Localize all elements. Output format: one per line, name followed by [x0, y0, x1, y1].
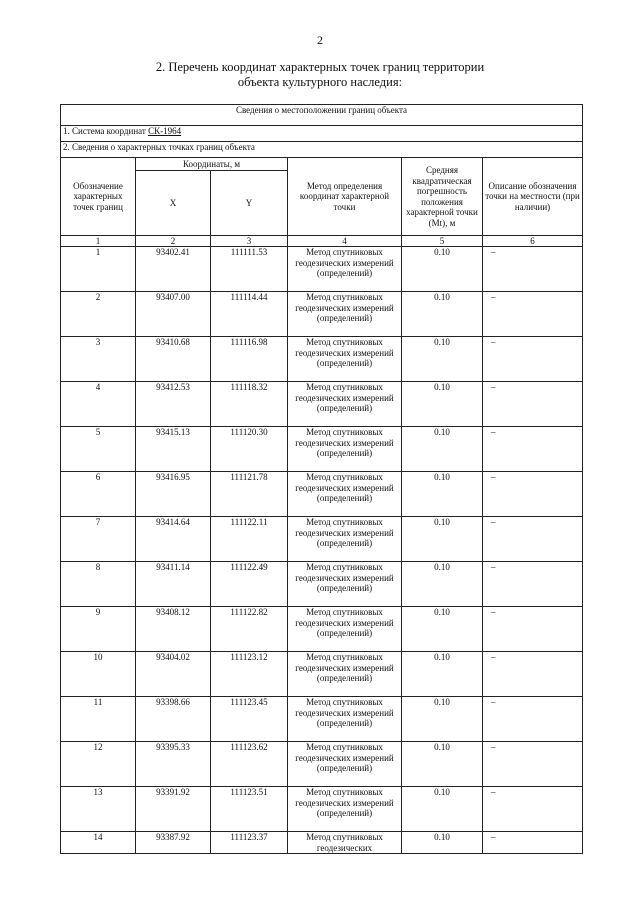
table-row [61, 607, 583, 652]
point-number: 9 [61, 607, 136, 652]
point-number: 3 [61, 337, 136, 382]
table-row [61, 472, 583, 517]
table-row [61, 787, 583, 832]
header-x: X [136, 171, 211, 236]
table-row [61, 247, 583, 292]
page-number: 2 [317, 33, 323, 47]
method-cell: Метод спутниковых геодезических измерений (определений) [288, 382, 402, 427]
description-cell: – [483, 742, 583, 787]
header-coordinates: Координаты, м [136, 158, 288, 171]
point-number: 10 [61, 652, 136, 697]
description-cell: – [483, 832, 583, 854]
column-number-row [61, 236, 583, 247]
point-number: 13 [61, 787, 136, 832]
method-cell: Метод спутниковых геодезических измерений (определений) [288, 787, 402, 832]
coordinate-y: 111123.45 [211, 697, 288, 742]
method-cell: Метод спутниковых геодезических измерений (определений) [288, 427, 402, 472]
method-cell: Метод спутниковых геодезических измерений (определений) [288, 562, 402, 607]
description-cell: – [483, 697, 583, 742]
point-number: 5 [61, 427, 136, 472]
table-row [61, 652, 583, 697]
table-title: Сведения о местоположении границ объекта [61, 105, 583, 126]
error-cell: 0.10 [402, 832, 483, 854]
table-row [61, 742, 583, 787]
coordinate-x: 93412.53 [136, 382, 211, 427]
method-cell: Метод спутниковых геодезических измерений (определений) [288, 337, 402, 382]
method-cell: Метод спутниковых геодезических измерений (определений) [288, 517, 402, 562]
table-row [61, 562, 583, 607]
header-method: Метод определения координат характерной точки [288, 158, 402, 236]
method-cell: Метод спутниковых геодезических [288, 832, 402, 854]
table-body [61, 247, 583, 854]
error-cell: 0.10 [402, 742, 483, 787]
point-number: 2 [61, 292, 136, 337]
coordinate-y: 111121.78 [211, 472, 288, 517]
coordinate-x: 93402.41 [136, 247, 211, 292]
description-cell: – [483, 787, 583, 832]
coordinate-system-value: СК-1964 [148, 126, 182, 136]
point-number: 8 [61, 562, 136, 607]
coordinate-x: 93391.92 [136, 787, 211, 832]
error-cell: 0.10 [402, 787, 483, 832]
point-number: 4 [61, 382, 136, 427]
table-row [61, 337, 583, 382]
coordinate-x: 93415.13 [136, 427, 211, 472]
description-cell: – [483, 517, 583, 562]
coordinate-y: 111123.37 [211, 832, 288, 854]
coordinate-system-label: 1. Система координат [63, 126, 149, 136]
point-number: 14 [61, 832, 136, 854]
coordinates-table [60, 104, 583, 854]
method-cell: Метод спутниковых геодезических измерений (определений) [288, 292, 402, 337]
error-cell: 0.10 [402, 517, 483, 562]
column-number: 4 [288, 236, 402, 247]
point-number: 12 [61, 742, 136, 787]
coordinate-system-row [61, 126, 583, 142]
coordinate-x: 93395.33 [136, 742, 211, 787]
coordinate-y: 111114.44 [211, 292, 288, 337]
method-cell: Метод спутниковых геодезических измерений (определений) [288, 607, 402, 652]
description-cell: – [483, 607, 583, 652]
error-cell: 0.10 [402, 382, 483, 427]
point-number: 7 [61, 517, 136, 562]
coordinate-y: 111123.51 [211, 787, 288, 832]
table-row [61, 427, 583, 472]
point-number: 6 [61, 472, 136, 517]
coordinate-y: 111122.49 [211, 562, 288, 607]
description-cell: – [483, 337, 583, 382]
coordinate-y: 111111.53 [211, 247, 288, 292]
column-number: 1 [61, 236, 136, 247]
table-row [61, 382, 583, 427]
column-number: 3 [211, 236, 288, 247]
method-cell: Метод спутниковых геодезических измерений (определений) [288, 247, 402, 292]
points-info-row: 2. Сведения о характерных точках границ объекта [61, 142, 583, 158]
coordinate-x: 93398.66 [136, 697, 211, 742]
coordinate-y: 111122.11 [211, 517, 288, 562]
method-cell: Метод спутниковых геодезических измерений (определений) [288, 652, 402, 697]
coordinate-x: 93408.12 [136, 607, 211, 652]
error-cell: 0.10 [402, 652, 483, 697]
header-designation: Обозначение характерных точек границ [61, 158, 136, 236]
method-cell: Метод спутниковых геодезических измерений (определений) [288, 472, 402, 517]
error-cell: 0.10 [402, 607, 483, 652]
error-cell: 0.10 [402, 562, 483, 607]
coordinate-y: 111122.82 [211, 607, 288, 652]
table-row [61, 832, 583, 854]
error-cell: 0.10 [402, 472, 483, 517]
error-cell: 0.10 [402, 337, 483, 382]
coordinate-x: 93407.00 [136, 292, 211, 337]
coordinate-y: 111116.98 [211, 337, 288, 382]
title-line-2: объекта культурного наследия: [237, 75, 403, 89]
description-cell: – [483, 247, 583, 292]
header-description: Описание обозначения точки на местности (при наличии) [483, 158, 583, 236]
error-cell: 0.10 [402, 697, 483, 742]
table-row [61, 292, 583, 337]
coordinate-y: 111118.32 [211, 382, 288, 427]
coordinate-x: 93404.02 [136, 652, 211, 697]
description-cell: – [483, 652, 583, 697]
column-number: 6 [483, 236, 583, 247]
column-number: 5 [402, 236, 483, 247]
header-y: Y [211, 171, 288, 236]
table-row [61, 697, 583, 742]
coordinate-x: 93410.68 [136, 337, 211, 382]
description-cell: – [483, 382, 583, 427]
coordinate-y: 111120.30 [211, 427, 288, 472]
description-cell: – [483, 292, 583, 337]
header-error: Средняя квадратическая погрешность положения характерной точки (Mt), м [402, 158, 483, 236]
column-number: 2 [136, 236, 211, 247]
error-cell: 0.10 [402, 292, 483, 337]
method-cell: Метод спутниковых геодезических измерений (определений) [288, 697, 402, 742]
coordinate-y: 111123.12 [211, 652, 288, 697]
description-cell: – [483, 472, 583, 517]
coordinate-x: 93414.64 [136, 517, 211, 562]
coordinate-x: 93387.92 [136, 832, 211, 854]
error-cell: 0.10 [402, 427, 483, 472]
description-cell: – [483, 427, 583, 472]
coordinate-y: 111123.62 [211, 742, 288, 787]
point-number: 11 [61, 697, 136, 742]
coordinate-x: 93416.95 [136, 472, 211, 517]
error-cell: 0.10 [402, 247, 483, 292]
page-title [0, 60, 640, 90]
description-cell: – [483, 562, 583, 607]
table-row [61, 517, 583, 562]
method-cell: Метод спутниковых геодезических измерений (определений) [288, 742, 402, 787]
coordinate-x: 93411.14 [136, 562, 211, 607]
point-number: 1 [61, 247, 136, 292]
title-line-1: 2. Перечень координат характерных точек границ территории [155, 60, 485, 74]
